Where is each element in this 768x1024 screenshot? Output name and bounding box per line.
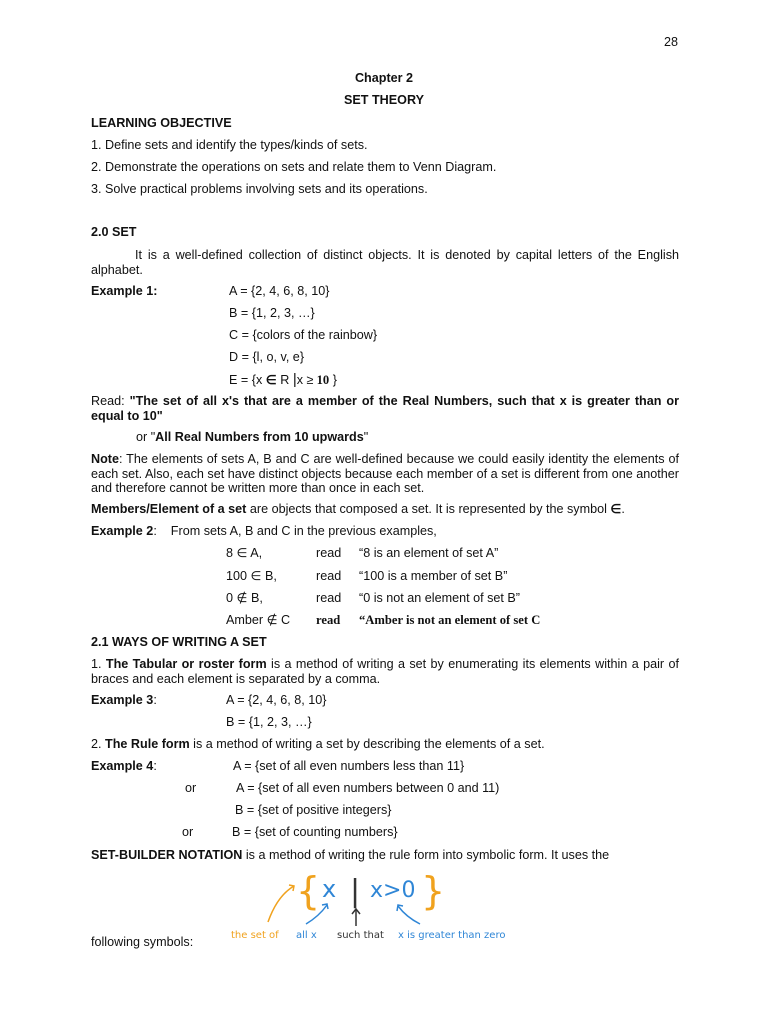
example3-label: Example 3 xyxy=(91,693,154,707)
label-all-x: all x xyxy=(296,930,317,941)
chapter-label: Chapter 2 xyxy=(354,71,414,85)
rule-label: The Rule form xyxy=(105,737,190,751)
section-heading-2-1: 2.1 WAYS OF WRITING A SET xyxy=(91,635,267,649)
rule-text: is a method of writing a set by describing the elements of a set. xyxy=(189,737,545,751)
tabular-text: is a method of writing a set by enumerating its elements within a pair of braces and each element is separated by a comma. xyxy=(91,657,679,686)
example4-line: A = {set of all even numbers between 0 and 11) xyxy=(236,781,500,795)
example2-label: Example 2 xyxy=(91,524,154,538)
example3-colon: : xyxy=(153,693,157,707)
example2-quote: “100 is a member of set B” xyxy=(359,569,508,583)
objective-item: 2. Demonstrate the operations on sets and relate them to Venn Diagram. xyxy=(91,160,497,174)
example3-set-a: A = {2, 4, 6, 8, 10} xyxy=(226,693,327,707)
element-of-symbol: ∈ xyxy=(610,502,622,516)
rule-num: 2. xyxy=(91,737,106,751)
objective-item: 3. Solve practical problems involving sets and its operations. xyxy=(91,182,428,196)
example2-quote: “0 is not an element of set B” xyxy=(359,591,521,605)
arrow-set-of xyxy=(268,886,294,922)
example2-expr: Amber ∉ C xyxy=(226,613,291,627)
read-quote: "The set of all x's that are a member of the Real Numbers, such that x is greater than or equal to 10" xyxy=(91,394,679,423)
example2-quote: “8 is an element of set A” xyxy=(359,546,499,560)
example1-set-a: A = {2, 4, 6, 8, 10} xyxy=(229,284,330,298)
example2-expr: 100 ∈ B, xyxy=(226,569,277,583)
example2-read: read xyxy=(316,569,342,583)
left-brace: { xyxy=(296,869,321,913)
set-builder-text: is a method of writing the rule form into symbolic form. It uses the xyxy=(242,848,610,862)
members-label: Members/Element of a set xyxy=(91,502,247,516)
example1-set-d: D = {l, o, v, e} xyxy=(229,350,305,364)
or-text: All Real Numbers from 10 upwards xyxy=(155,430,364,444)
set-builder-text-continued: following symbols: xyxy=(91,935,194,949)
example4-line: B = {set of counting numbers} xyxy=(232,825,398,839)
example4-or: or xyxy=(182,825,194,839)
set-e-close: } xyxy=(329,373,337,387)
example2-read: read xyxy=(316,613,341,627)
objective-item: 1. Define sets and identify the types/kinds of sets. xyxy=(91,138,368,152)
example4-colon: : xyxy=(153,759,157,773)
example2-read: read xyxy=(316,546,342,560)
label-such-that: such that xyxy=(337,930,384,941)
such-that-bar: | xyxy=(350,874,361,909)
example2-text: : From sets A, B and C in the previous examples, xyxy=(153,524,437,538)
example3-set-b: B = {1, 2, 3, …} xyxy=(226,715,312,729)
example2-quote: “Amber is not an element of set C xyxy=(359,613,541,627)
members-text: are objects that composed a set. It is represented by the symbol xyxy=(246,502,611,516)
page-number: 28 xyxy=(664,35,679,49)
right-brace: } xyxy=(421,869,446,913)
label-set-of: the set of xyxy=(231,930,279,941)
set-e-r: R xyxy=(276,373,293,387)
read-prefix: Read: xyxy=(91,394,130,408)
greater-equal-symbol: ≥ xyxy=(306,373,314,387)
example2-expr: 8 ∈ A, xyxy=(226,546,263,560)
page-title: SET THEORY xyxy=(343,93,424,107)
example4-or: or xyxy=(185,781,197,795)
tabular-num: 1. xyxy=(91,657,106,671)
section-heading-2-0: 2.0 SET xyxy=(91,225,137,239)
members-end: . xyxy=(621,502,625,516)
note-text: : The elements of sets A, B and C are well-defined because we could easily identity the elements of each set. Also, each set have distinct objects because each member of a set is different from one another and therefore cannot be written more than once in each set. xyxy=(91,452,679,496)
label-greater-than-zero: x is greater than zero xyxy=(398,930,506,941)
or-suffix: " xyxy=(363,430,369,444)
such-that-bar: | xyxy=(292,371,297,388)
element-of-symbol: ∈ xyxy=(265,373,277,387)
or-prefix: or " xyxy=(136,430,156,444)
arrow-greater xyxy=(398,906,420,924)
set-e-prefix: E = {x xyxy=(229,373,266,387)
example2-expr: 0 ∉ B, xyxy=(226,591,263,605)
example4-label: Example 4 xyxy=(91,759,154,773)
set-definition: It is a well-defined collection of distinct objects. It is denoted by capital letters of the English alphabet. xyxy=(91,248,679,277)
set-builder-label: SET-BUILDER NOTATION xyxy=(91,848,243,862)
example2-read: read xyxy=(316,591,342,605)
set-e-ten: 10 xyxy=(313,373,330,387)
example1-set-c: C = {colors of the rainbow} xyxy=(229,328,378,342)
example1-set-b: B = {1, 2, 3, …} xyxy=(229,306,315,320)
example4-line: A = {set of all even numbers less than 11} xyxy=(233,759,465,773)
example1-label: Example 1: xyxy=(91,284,158,298)
condition: x>0 xyxy=(370,878,416,903)
example4-line: B = {set of positive integers} xyxy=(235,803,392,817)
variable-x: x xyxy=(322,875,337,903)
tabular-label: The Tabular or roster form xyxy=(105,657,267,671)
note-label: Note xyxy=(91,452,119,466)
objectives-heading: LEARNING OBJECTIVE xyxy=(91,116,232,130)
set-e-x: x xyxy=(296,373,307,387)
